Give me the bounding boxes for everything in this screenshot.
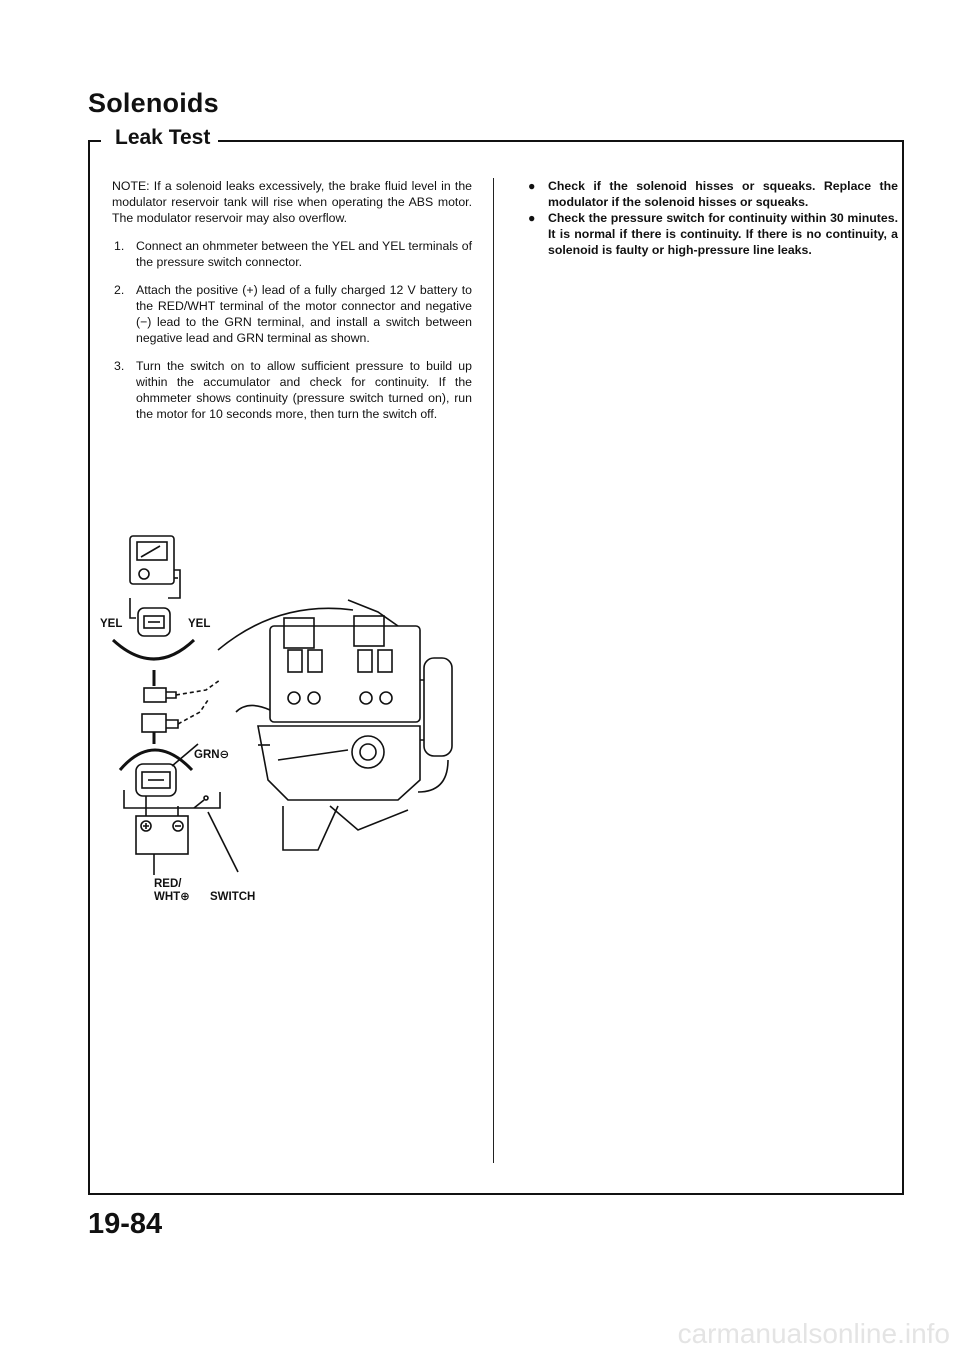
motor-connector-icon: [120, 744, 198, 796]
check-text: Check if the solenoid hisses or squeaks. Replace the modulator if the solenoid hisses or squeaks.: [548, 179, 898, 209]
check-list: [528, 178, 898, 258]
frame-top-left-rule: [88, 140, 101, 142]
leak-test-diagram: [100, 530, 468, 903]
battery-icon: [124, 790, 220, 875]
red-wht-label-line1: RED/: [154, 878, 182, 890]
section-title: Solenoids: [88, 88, 219, 118]
step-number: 3.: [114, 359, 125, 373]
step-text: Connect an ohmmeter between the YEL and YEL terminals of the pressure switch connector.: [136, 239, 472, 269]
switch-label: SWITCH: [210, 891, 256, 903]
check-item-1: [528, 178, 898, 210]
frame-top-right-rule: [218, 140, 904, 142]
red-wht-label-line2: WHT⊕: [154, 891, 190, 903]
step-number: 1.: [114, 239, 125, 253]
step-2: [112, 282, 472, 346]
page-number: 19-84: [88, 1208, 163, 1240]
right-column: [528, 178, 898, 258]
note-paragraph: NOTE: If a solenoid leaks excessively, the brake fluid level in the modulator reservoir tank will rise when operating the ABS motor. The modulator reservoir may also overflow.: [112, 179, 472, 225]
yel-left-label: YEL: [100, 618, 123, 630]
step-3: [112, 358, 472, 422]
plug-icon: [142, 680, 220, 744]
watermark: carmanualsonline.info: [677, 1318, 950, 1349]
wiring-illustration: [108, 530, 468, 900]
check-text: Check the pressure switch for continuity within 30 minutes. It is normal if there is continuity. If there is no continuity, a solenoid is faulty or high-pressure line leaks.: [548, 211, 898, 257]
step-text: Attach the positive (+) lead of a fully charged 12 V battery to the RED/WHT terminal of the motor connector and negative (−) lead to the GRN terminal, and install a switch between negative lead and GRN terminal as shown.: [136, 283, 472, 345]
ohmmeter-icon: [130, 536, 180, 598]
step-1: [112, 238, 472, 270]
step-number: 2.: [114, 283, 125, 297]
procedure-steps: [112, 238, 472, 422]
bullet-icon: ●: [528, 179, 536, 193]
left-column: [112, 178, 472, 434]
subsection-title: Leak Test: [115, 126, 211, 149]
yel-right-label: YEL: [188, 618, 211, 630]
grn-terminal-label: GRN⊖: [194, 749, 230, 761]
column-divider: [493, 178, 494, 1163]
connector-icon: [113, 598, 194, 686]
step-text: Turn the switch on to allow sufficient pressure to build up within the accumulator and check for continuity. If the ohmmeter shows continuity (pressure switch turned on), run the motor for 10 seconds more, then turn the switch off.: [136, 359, 472, 421]
bullet-icon: ●: [528, 211, 536, 225]
modulator-unit-icon: [218, 600, 452, 850]
check-item-2: [528, 210, 898, 258]
